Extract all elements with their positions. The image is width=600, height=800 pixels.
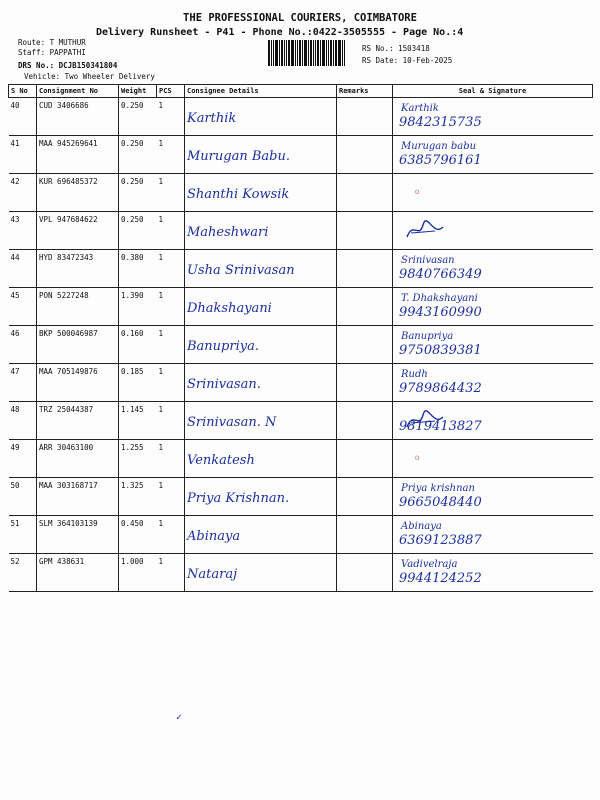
barcode-bar: [320, 40, 321, 66]
signature-cell: [393, 288, 593, 326]
remarks-cell: [337, 440, 393, 478]
weight-cell: 0.250: [119, 212, 157, 250]
runsheet-subtitle: Delivery Runsheet - P41 - Phone No.:0422-3505555 - Page No.:4: [96, 27, 464, 38]
signature-cell: [393, 402, 593, 440]
remarks-cell: [337, 516, 393, 554]
barcode: [268, 40, 352, 66]
signature-cell: [393, 364, 593, 402]
pcs-cell: 1: [157, 288, 185, 326]
barcode-bar: [330, 40, 332, 66]
sno-cell: 45: [9, 288, 37, 326]
sno-cell: 52: [9, 554, 37, 592]
consignee-cell: [185, 364, 337, 402]
sno-cell: 41: [9, 136, 37, 174]
weight-cell: 0.250: [119, 136, 157, 174]
table-row: [9, 136, 593, 174]
consignment-cell: ARR 30463100: [37, 440, 119, 478]
consignee-cell: [185, 554, 337, 592]
pcs-cell: 1: [157, 402, 185, 440]
weight-cell: 0.450: [119, 516, 157, 554]
barcode-bar: [291, 40, 294, 66]
weight-cell: 0.185: [119, 364, 157, 402]
remarks-cell: [337, 364, 393, 402]
barcode-bar: [322, 40, 325, 66]
signature-phone: 9840766349: [399, 267, 482, 282]
signature-phone: 9819413827: [399, 419, 482, 434]
signature-name: Srinivasan: [401, 255, 455, 266]
consignee-handwriting: Srinivasan.: [187, 377, 261, 392]
consignment-cell: PON 5227248: [37, 288, 119, 326]
signature-phone: 9789864432: [399, 381, 482, 396]
signature-cell: [393, 326, 593, 364]
col-consignee: Consignee Details: [185, 85, 337, 98]
signature-cell: [393, 440, 593, 478]
consignee-handwriting: Usha Srinivasan: [187, 263, 295, 278]
remarks-cell: [337, 98, 393, 136]
pcs-cell: 1: [157, 440, 185, 478]
signature-phone: 9842315735: [399, 115, 482, 130]
sno-cell: 43: [9, 212, 37, 250]
company-title: THE PROFESSIONAL COURIERS, COIMBATORE: [183, 12, 417, 24]
consignee-cell: [185, 326, 337, 364]
signature-cell: [393, 98, 593, 136]
consignment-cell: MAA 945269641: [37, 136, 119, 174]
signature-cell: [393, 250, 593, 288]
barcode-bar: [302, 40, 303, 66]
consignee-cell: [185, 136, 337, 174]
remarks-cell: [337, 250, 393, 288]
sno-cell: 51: [9, 516, 37, 554]
barcode-bar: [279, 40, 280, 66]
remarks-cell: [337, 402, 393, 440]
barcode-bar: [313, 40, 314, 66]
consignee-handwriting: Priya Krishnan.: [187, 491, 290, 506]
remarks-cell: [337, 326, 393, 364]
barcode-bar: [286, 40, 287, 66]
remarks-cell: [337, 478, 393, 516]
table-row: [9, 364, 593, 402]
barcode-bar: [273, 40, 274, 66]
pcs-cell: 1: [157, 250, 185, 288]
barcode-bar: [315, 40, 316, 66]
barcode-bar: [326, 40, 327, 66]
weight-cell: 1.145: [119, 402, 157, 440]
consignee-handwriting: Srinivasan. N: [187, 415, 277, 430]
table-row: [9, 554, 593, 592]
table-row: [9, 174, 593, 212]
consignee-cell: [185, 98, 337, 136]
barcode-bar: [344, 40, 345, 66]
table-row: [9, 250, 593, 288]
barcode-bar: [335, 40, 337, 66]
barcode-bar: [295, 40, 296, 66]
consignee-handwriting: Banupriya.: [187, 339, 259, 354]
col-consignment: Consignment No: [37, 85, 119, 98]
signature-phone: 9944124252: [399, 571, 482, 586]
signature-name: Abinaya: [401, 521, 442, 532]
barcode-bar: [275, 40, 278, 66]
table-row: [9, 440, 593, 478]
barcode-bar: [268, 40, 270, 66]
signature-scribble: [405, 409, 445, 431]
consignment-cell: KUR 696485372: [37, 174, 119, 212]
barcode-bar: [338, 40, 341, 66]
signature-phone: 6369123887: [399, 533, 482, 548]
barcode-bar: [310, 40, 312, 66]
signature-phone: 9750839381: [399, 343, 482, 358]
barcode-bar: [288, 40, 290, 66]
table-row: [9, 288, 593, 326]
consignee-handwriting: Murugan Babu.: [187, 149, 290, 164]
remarks-cell: [337, 136, 393, 174]
table-row: [9, 212, 593, 250]
consignee-cell: [185, 288, 337, 326]
consignee-handwriting: Shanthi Kowsik: [187, 187, 290, 202]
consignee-cell: [185, 174, 337, 212]
pcs-cell: 1: [157, 364, 185, 402]
signature-name: Karthik: [401, 103, 439, 114]
barcode-bar: [308, 40, 309, 66]
sno-cell: 47: [9, 364, 37, 402]
consignee-cell: [185, 250, 337, 288]
weight-cell: 0.250: [119, 98, 157, 136]
barcode-bar: [333, 40, 334, 66]
consignee-handwriting: Maheshwari: [187, 225, 269, 240]
table-row: [9, 402, 593, 440]
signature-cell: [393, 174, 593, 212]
barcode-bar: [271, 40, 272, 66]
consignee-handwriting: Dhakshayani: [187, 301, 272, 316]
red-mark: ᧐: [415, 187, 420, 197]
remarks-cell: [337, 174, 393, 212]
consignee-handwriting: Venkatesh: [187, 453, 255, 468]
col-remarks: Remarks: [337, 85, 393, 98]
table-row: [9, 326, 593, 364]
signature-name: T. Dhakshayani: [401, 293, 478, 304]
sno-cell: 50: [9, 478, 37, 516]
sno-cell: 40: [9, 98, 37, 136]
weight-cell: 1.000: [119, 554, 157, 592]
weight-cell: 1.325: [119, 478, 157, 516]
consignment-cell: MAA 303168717: [37, 478, 119, 516]
pen-mark: ✓: [176, 712, 183, 723]
consignee-handwriting: Karthik: [187, 111, 237, 126]
consignment-cell: GPM 438631: [37, 554, 119, 592]
consignee-cell: [185, 440, 337, 478]
table-header-row: [9, 85, 593, 98]
signature-name: Murugan babu: [401, 141, 477, 152]
signature-scribble: [405, 219, 445, 241]
weight-cell: 1.255: [119, 440, 157, 478]
consignment-cell: VPL 947684622: [37, 212, 119, 250]
weight-cell: 1.390: [119, 288, 157, 326]
col-sno: S No: [9, 85, 37, 98]
barcode-bar: [281, 40, 283, 66]
col-pcs: PCS: [157, 85, 185, 98]
consignment-cell: MAA 705149876: [37, 364, 119, 402]
pcs-cell: 1: [157, 516, 185, 554]
rs-date-label: RS Date: 10-Feb-2025: [362, 56, 453, 65]
table-row: [9, 516, 593, 554]
remarks-cell: [337, 288, 393, 326]
table-row: [9, 478, 593, 516]
barcode-bar: [297, 40, 298, 66]
signature-name: Banupriya: [401, 331, 454, 342]
barcode-bar: [317, 40, 319, 66]
signature-name: Rudh: [401, 369, 428, 380]
weight-cell: 0.160: [119, 326, 157, 364]
pcs-cell: 1: [157, 326, 185, 364]
consignment-cell: BKP 500046987: [37, 326, 119, 364]
consignee-cell: [185, 478, 337, 516]
sno-cell: 46: [9, 326, 37, 364]
pcs-cell: 1: [157, 136, 185, 174]
signature-cell: [393, 136, 593, 174]
consignment-cell: TRZ 25044387: [37, 402, 119, 440]
col-weight: Weight: [119, 85, 157, 98]
sno-cell: 49: [9, 440, 37, 478]
signature-name: Priya krishnan: [401, 483, 475, 494]
consignee-handwriting: Abinaya: [187, 529, 241, 544]
consignment-cell: CUD 3406686: [37, 98, 119, 136]
pcs-cell: 1: [157, 478, 185, 516]
barcode-bar: [299, 40, 301, 66]
remarks-cell: [337, 554, 393, 592]
consignee-handwriting: Nataraj: [187, 567, 238, 582]
table-row: [9, 98, 593, 136]
signature-phone: 6385796161: [399, 153, 482, 168]
barcode-bar: [304, 40, 307, 66]
signature-cell: [393, 212, 593, 250]
sno-cell: 48: [9, 402, 37, 440]
staff-label: Staff: PAPPATHI: [18, 48, 86, 57]
pcs-cell: 1: [157, 98, 185, 136]
red-mark: ᧐: [415, 453, 420, 463]
drs-label: DRS No.: DCJB150341804: [18, 61, 118, 70]
consignee-cell: [185, 516, 337, 554]
weight-cell: 0.380: [119, 250, 157, 288]
signature-cell: [393, 478, 593, 516]
route-label: Route: T MUTHUR: [18, 38, 86, 47]
col-signature: Seal & Signature: [393, 85, 593, 98]
pcs-cell: 1: [157, 174, 185, 212]
pcs-cell: 1: [157, 212, 185, 250]
rs-no-label: RS No.: 1503418: [362, 44, 430, 53]
barcode-bar: [328, 40, 329, 66]
remarks-cell: [337, 212, 393, 250]
signature-name: Vadivelraja: [401, 559, 458, 570]
consignment-cell: SLM 364103139: [37, 516, 119, 554]
consignee-cell: [185, 402, 337, 440]
weight-cell: 0.250: [119, 174, 157, 212]
consignee-cell: [185, 212, 337, 250]
runsheet-table: [8, 84, 593, 592]
signature-phone: 9943160990: [399, 305, 482, 320]
sno-cell: 44: [9, 250, 37, 288]
pcs-cell: 1: [157, 554, 185, 592]
signature-phone: 9665048440: [399, 495, 482, 510]
consignment-cell: HYD 83472343: [37, 250, 119, 288]
sno-cell: 42: [9, 174, 37, 212]
barcode-bar: [284, 40, 285, 66]
vehicle-label: Vehicle: Two Wheeler Delivery: [24, 72, 155, 81]
signature-cell: [393, 516, 593, 554]
barcode-bar: [342, 40, 343, 66]
signature-cell: [393, 554, 593, 592]
